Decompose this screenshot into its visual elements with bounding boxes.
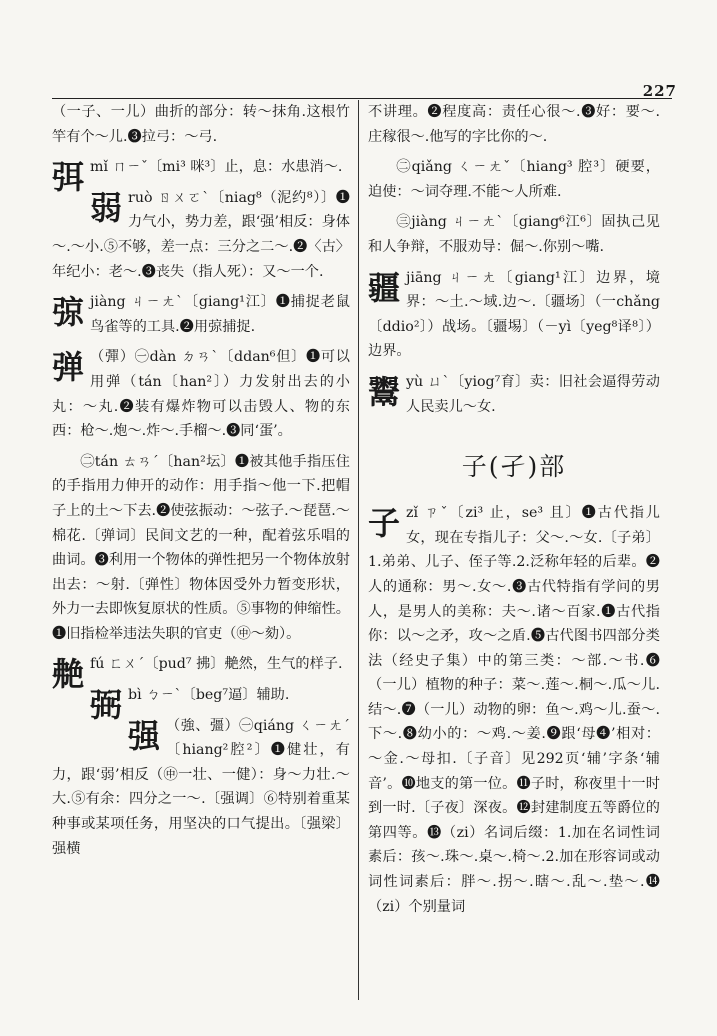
entry-text: （一子、一儿）曲折的部分：转～抹角.这根竹竿有个～儿.❸拉弓：～弓. [52,104,350,145]
dictionary-entry [52,652,350,694]
dictionary-entry [52,683,350,725]
entry-text: yù ㄩˋ〔yiog⁷育〕卖：旧社会逼得劳动人民卖儿～女. [406,373,660,415]
left-column [52,100,350,861]
entry-headword: 子 [368,504,401,543]
column-divider [358,100,359,1000]
entry-text: zǐ ㄗˇ〔zi³ 止，se³ 且〕❶古代指儿女，现在专指儿子：父～.～女.〔子弟〕1.弟弟、儿子、侄子等.2.泛称年轻的后辈。❷人的通称：男～.女～.❸古代特指有学问的男人，是男人的美称：夫～.诸～百家.❶古代指你：以～之矛，攻～之盾.❺古代图书四部分类法（经史子集）中的第三类：～部.～书.❻（一儿）植物的种子：菜～.莲～.桐～.瓜～儿.结～.❼（一儿）动物的卵：鱼～.鸡～儿.蚕～.下～.❽幼小的：～鸡.～姜.❾跟‘母❹’相对：～金.～母扣.〔子音〕见292页‘辅’字条‘辅音’。❿地支的第一位。⓫子时，称夜里十一时到一时.〔子夜〕深夜。⓬封建制度五等爵位的第四等。⓭（zi）名词后缀：1.加在名词性词素后：孩～.珠～.桌～.椅～.2.加在形容词或动词性词素后：胖～.拐～.瞎～.乱～.垫～.⓮（zi）个别量词 [368,505,660,915]
entry-headword: 鬻 [368,372,401,411]
section-title: 子(孑)部 [461,452,567,482]
entry-headword: 弱 [90,188,123,227]
dictionary-entry [52,714,350,862]
dictionary-entry [52,345,350,443]
entry-headword: 弹 [52,348,85,387]
entry-text: bì ㄅㄧˋ〔beg⁷逼〕辅助. [128,687,290,704]
entry-text: ㊁tán ㄊㄢˊ〔han²坛〕❶被其他手指压住的手指用力伸开的动作：用手指～他一下.把帽子上的土～下去.❷使弦振动：～弦子.～琵琶.～棉花.〔弹词〕民间文艺的一种，配着弦乐唱的曲词。❸利用一个物体的弹性把另一个物体放射出去：～射.〔弹性〕物体因受外力暂变形状，外力一去即恢复原状的性质。⑤事物的伸缩性。❶旧指检举违法失职的官吏（㊥～劾）。 [52,453,350,642]
entry-headword: 艴 [52,655,85,694]
entry-headword: 疆 [368,268,401,307]
page-number: 227 [642,82,677,100]
entry-text: ruò ㄖㄨㄛˋ〔niag⁸（泥约⁸）〕❶力气小，势力差，跟‘强’相反：身体～.～小.⑤不够，差一点：三分之二～.❷〈古〉年纪小：老～.❸丧失（指人死）：又～一个. [52,189,350,280]
dictionary-entry [368,210,660,259]
entry-text: 不讲理。❷程度高：责任心很～.❸好：要～.庄稼很～.他写的字比你的～. [368,104,660,145]
entry-text: jiàng ㄐㄧㄤˋ〔giang¹江〕❶捕捉老鼠鸟雀等的工具.❷用弶捕捉. [90,294,350,335]
entry-headword: 弼 [90,686,123,725]
entry-headword: 弭 [52,158,85,197]
dictionary-entry [368,266,660,364]
entry-text: （強、彊）㊀qiáng ㄑㄧㄤˊ〔hiang²腔²〕❶健壮，有力，跟‘弱’相反（㊥一壮、一健）：身～力壮.～大.⑤有余：四分之一～.〔强调〕⑥特别着重某种事或某项任务，用坚决的口气提出。〔强梁〕强横 [52,717,350,857]
header-rule [52,98,672,99]
entry-text: mǐ ㄇㄧˇ〔mi³ 咪³〕止，息：水患消～. [90,159,343,176]
entry-text: （彈）㊀dàn ㄉㄢˋ〔ddan⁶但〕❶可以用弹（tán〔han²〕）力发射出去的小丸：～丸.❷装有爆炸物可以击毁人、物的东西：枪～.炮～.炸～.手榴～.❸同‘蛋’。 [52,349,350,440]
entry-headword: 强 [128,716,161,755]
entry-text: ㊁qiǎng ㄑㄧㄤˇ〔hiang³ 腔³〕硬要，迫使：～词夺理.不能～人所难. [368,159,660,200]
entry-text: fú ㄈㄨˊ〔pud⁷ 拂〕艴然，生气的样子. [90,656,343,673]
dictionary-entry [368,501,660,919]
entry-text: jiāng ㄐㄧㄤ〔giang¹江〕边界，境界：～土.～域.边～.〔疆场〕（一chǎng〔ddio²〕）战场。〔疆埸〕（－yì〔yeg⁸译⁸〕）边界。 [368,269,660,360]
dictionary-entry [52,450,350,647]
entry-headword: 弶 [52,293,85,332]
dictionary-entry [52,100,350,149]
dictionary-entry [368,370,660,419]
dictionary-entry [368,155,660,204]
dictionary-entry [52,186,350,284]
right-column [368,100,660,919]
dictionary-entry [368,100,660,149]
dictionary-entry [52,155,350,197]
dictionary-entry [52,290,350,339]
entry-text: ㊂jiàng ㄐㄧㄤˋ〔giang⁶江⁶〕固执己见和人争辩，不服劝导：倔～.你别～嘴. [368,214,660,255]
